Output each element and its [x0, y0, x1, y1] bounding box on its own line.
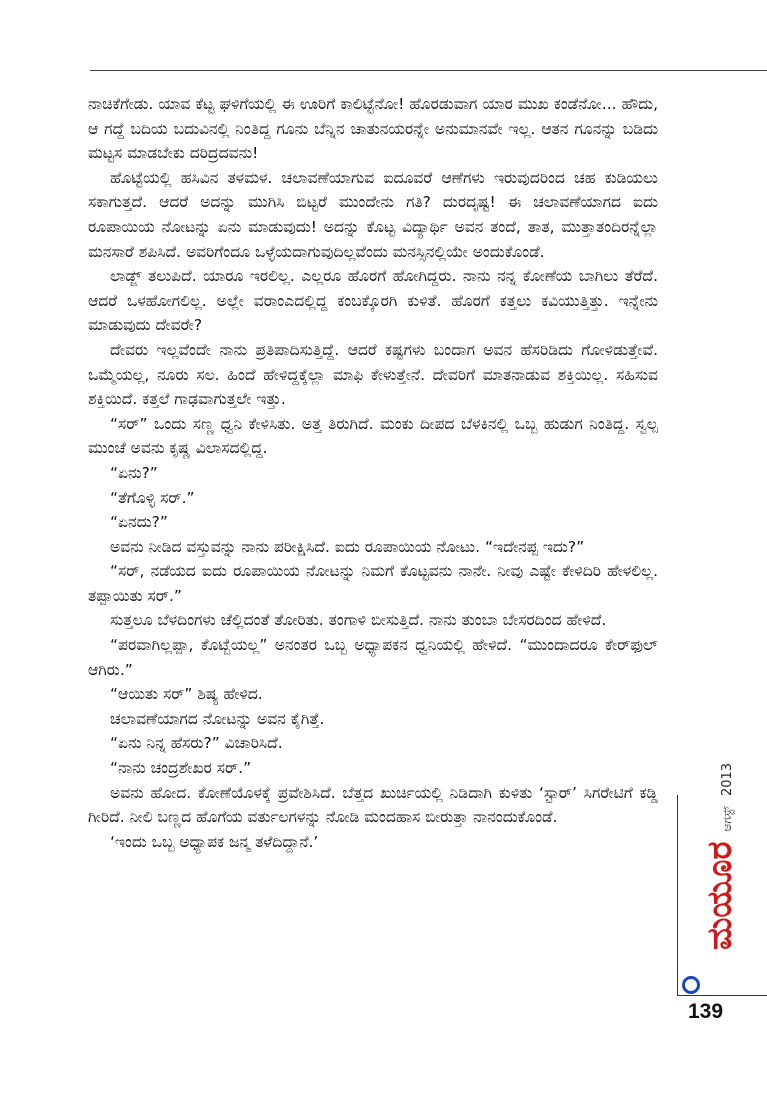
magazine-logo: ಮಯೂರ [700, 841, 740, 950]
paragraph: “ಏನದು?” [110, 513, 168, 532]
paragraph: “ಸರ್” ಒಂದು ಸಣ್ಣ ಧ್ವನಿ ಕೇಳಿಸಿತು. ಅತ್ತ ತಿರುಗಿದೆ. ಮಂಕು ದೀಪದ ಬೆಳಕಿನಲ್ಲಿ ಒಬ್ಬ ಹುಡುಗ ನಿಂತಿದ್ದ. ಸ್ವಲ್ಪ ಮುಂಚೆ ಅವನು ಕೃಷ್ಣ ವಿಲಾಸದಲ್ಲಿದ್ದ. [88, 414, 658, 458]
paragraph: ‘ಇಂದು ಒಬ್ಬ ಅಧ್ಯಾಪಕ ಜನ್ಮ ತಳೆದಿದ್ದಾನೆ.’ [110, 832, 319, 851]
paragraph: “ನಾನು ಚಂದ್ರಶೇಖರ ಸರ್.” [110, 759, 252, 778]
sidebar-rule [677, 795, 678, 995]
paragraph: “ಸರ್, ನಡೆಯದ ಐದು ರೂಪಾಯಿಯ ನೋಟನ್ನು ನಿಮಗೆ ಕೊಟ್ಟವನು ನಾನೇ. ನೀವು ಎಷ್ಟೇ ಕೇಳಿದಿರಿ ಹೇಳಲಿಲ್ಲ. ತಪ್ಪಾಯಿತು ಸರ್.” [88, 562, 658, 605]
paragraph: ಸುತ್ತಲೂ ಬೆಳದಿಂಗಳು ಚೆಲ್ಲಿದಂತೆ ತೋರಿತು. ತಂಗಾಳಿ ಬೀಸುತ್ತಿದೆ. ನಾನು ತುಂಬಾ ಬೇಸರದಿಂದ ಹೇಳಿದೆ. [110, 611, 607, 630]
paragraph: ಅವನು ನೀಡಿದ ವಸ್ತುವನ್ನು ನಾನು ಪರೀಕ್ಷಿಸಿದೆ. ಐದು ರೂಪಾಯಿಯ ನೋಟು. “ಇದೇನಪ್ಪ ಇದು?” [110, 537, 585, 556]
paragraph: “ಆಯಿತು ಸರ್” ಶಿಷ್ಯ ಹೇಳಿದ. [110, 685, 263, 704]
issue-month: ಆಗಸ್ಟ್ [720, 806, 734, 832]
magazine-masthead [700, 763, 740, 950]
paragraph: ಹೊಟ್ಟೆಯಲ್ಲಿ ಹಸಿವಿನ ತಳಮಳ. ಚಲಾವಣೆಯಾಗುವ ಐದೂವರೆ ಆಣೆಗಳು ಇರುವುದರಿಂದ ಚಹ ಕುಡಿಯಲು ಸಕಾಗುತ್ತದೆ. ಆದರೆ ಅದನ್ನು ಮುಗಿಸಿ ಬಿಟ್ಟರೆ ಮುಂದೇನು ಗತಿ? ದುರದೃಷ್ಟ! ಈ ಚಲಾವಣೆಯಾಗದ ಐದು ರೂಪಾಯಿಯ ನೋಟನ್ನು ಏನು ಮಾಡುವುದು! ಅದನ್ನು ಕೊಟ್ಟ ವಿದ್ಯಾರ್ಥಿ ಅವನ ತಂದೆ, ತಾತ, ಮುತ್ತಾತಂದಿರನ್ನೆಲ್ಲಾ ಮನಸಾರೆ ಶಪಿಸಿದೆ. ಅವರಿಗೆಂದೂ ಒಳ್ಳೆಯದಾಗುವುದಿಲ್ಲವೆಂದು ಮನಸ್ಸಿನಲ್ಲಿಯೇ ಅಂದುಕೊಂಡೆ. [88, 168, 658, 261]
paragraph: “ಏನು ನಿನ್ನ ಹೆಸರು?” ವಿಚಾರಿಸಿದೆ. [110, 734, 283, 753]
page-number: 139 [688, 1000, 724, 1023]
paragraph: “ಪರವಾಗಿಲ್ಲಪ್ಪಾ, ಕೊಟ್ಬೆಯಲ್ಲ” ಅನಂತರ ಒಬ್ಬ ಅಧ್ಯಾಪಕನ ಧ್ವನಿಯಲ್ಲಿ ಹೇಳಿದೆ. “ಮುಂದಾದರೂ ಕೇರ್‌ಫುಲ್ ಆಗಿರು.” [88, 636, 658, 679]
issue-year: 2013 [720, 762, 735, 797]
paragraph: ನಾಚಿಕೆಗೇಡು. ಯಾವ ಕೆಟ್ಟ ಘಳಿಗೆಯಲ್ಲಿ ಈ ಊರಿಗೆ ಕಾಲಿಟ್ಟೆನೋ! ಹೊರಡುವಾಗ ಯಾರ ಮುಖ ಕಂಡೆನೋ... ಹೌದು, ಆ ಗದ್ದೆ ಬದಿಯ ಬದುವಿನಲ್ಲಿ ನಿಂತಿದ್ದ ಗೂನು ಬೆನ್ನಿನ ಚಾತುನಯರನ್ನೇ ಅನುಮಾನವೇ ಇಲ್ಲ. ಆತನ ಗೂನನ್ನು ಬಡಿದು ಮಟ್ಟಸ ಮಾಡಬೇಕು ದರಿದ್ರದವನು! [88, 95, 658, 163]
header-rule [90, 70, 767, 71]
paragraph: ಚಲಾವಣೆಯಾಗದ ನೋಟನ್ನು ಅವನ ಕೈಗಿತ್ತೆ. [110, 709, 325, 728]
paragraph: “ತೆಗೊಳ್ಳಿ ಸರ್.” [110, 488, 195, 507]
ring-icon [682, 976, 700, 994]
paragraph: ಲಾಡ್ಜ್ ತಲುಪಿದೆ. ಯಾರೂ ಇರಲಿಲ್ಲ. ಎಲ್ಲರೂ ಹೊರಗೆ ಹೋಗಿದ್ದರು. ನಾನು ನನ್ನ ಕೋಣೆಯ ಬಾಗಿಲು ತೆರೆದೆ. ಆದರೆ ಒಳಹೋಗಲಿಲ್ಲ. ಅಲ್ಲೇ ವರಾಂಎದಲ್ಲಿದ್ದ ಕಂಬಕ್ಕೊರಗಿ ಕುಳಿತೆ. ಹೊರಗೆ ಕತ್ತಲು ಕವಿಯುತ್ತಿತ್ತು. ಇನ್ನೇನು ಮಾಡುವುದು ದೇವರೇ? [88, 267, 658, 335]
paragraph: “ಏನು?” [110, 463, 158, 482]
paragraph: ಅವನು ಹೋದ. ಕೋಣೆಯೊಳಕ್ಕೆ ಪ್ರವೇಶಿಸಿದೆ. ಬೆತ್ತದ ಖುರ್ಚಿಯಲ್ಲಿ ನಿಡಿದಾಗಿ ಕುಳಿತು ‘ಸ್ಟಾರ್’ ಸಿಗರೇಟಿಗೆ ಕಡ್ಡಿ ಗೀರಿದೆ. ನೀಲಿ ಬಣ್ಣದ ಹೊಗೆಯ ವರ್ತುಲಗಳನ್ನು ನೋಡಿ ಮಂದಹಾಸ ಬೀರುತ್ತಾ ನಾನಂದುಕೊಂಡೆ. [88, 783, 658, 827]
paragraph: ದೇವರು ಇಲ್ಲವೆಂದೇ ನಾನು ಪ್ರತಿಪಾದಿಸುತ್ತಿದ್ದೆ. ಆದರೆ ಕಷ್ಟಗಳು ಬಂದಾಗ ಅವನ ಹೆಸರಿಡಿದು ಗೋಳಿಡುತ್ತೇವೆ. ಒಮ್ಮೆಯಲ್ಲ, ನೂರು ಸಲ. ಹಿಂದೆ ಹೇಳಿದ್ದಕ್ಕೆಲ್ಲಾ ಮಾಫಿ ಕೇಳುತ್ತೇನೆ. ದೇವರಿಗೆ ಮಾತನಾಡುವ ಶಕ್ತಿಯಿಲ್ಲ. ಸಹಿಸುವ ಶಕ್ತಿಯಿದೆ. ಕತ್ತಲೆ ಗಾಢವಾಗುತ್ತಲೇ ಇತ್ತು. [88, 340, 658, 409]
footer-rule [677, 995, 767, 996]
article-body [88, 92, 658, 854]
